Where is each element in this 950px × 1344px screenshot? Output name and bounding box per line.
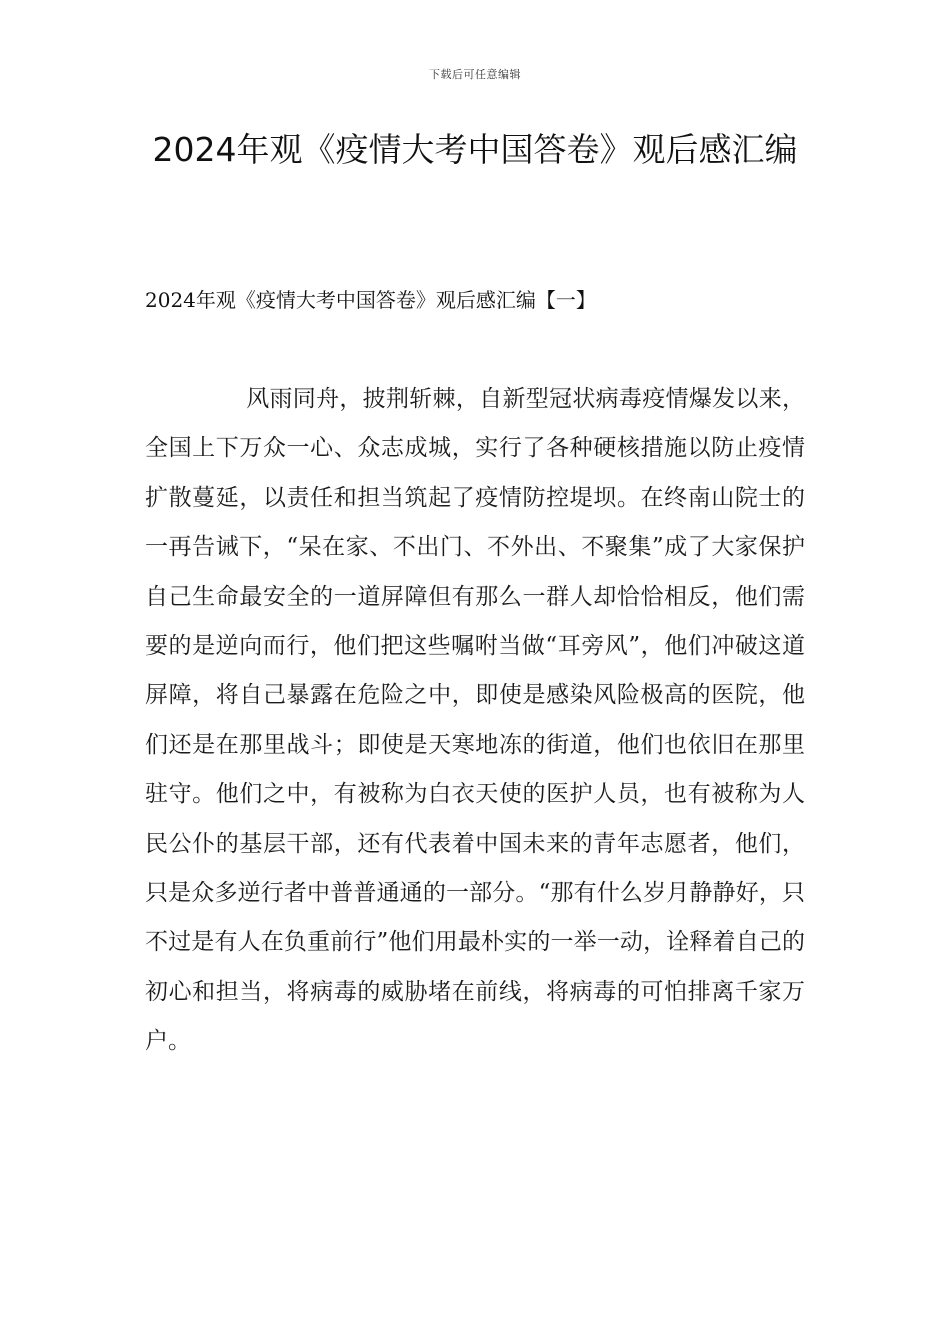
section-heading: 2024年观《疫情大考中国答卷》观后感汇编【一】 (145, 288, 596, 312)
body-paragraph: 风雨同舟，披荆斩棘，自新型冠状病毒疫情爆发以来，全国上下万众一心、众志成城，实行了各种硬核措施以防止疫情扩散蔓延，以责任和担当筑起了疫情防控堤坝。在终南山院士的一再告诫下，“呆在家、不出门、不外出、不聚集”成了大家保护自己生命最安全的一道屏障但有那么一群人却恰恰相反，他们需要的是逆向而行，他们把这些嘱咐当做“耳旁风”，他们冲破这道屏障，将自己暴露在危险之中，即使是感染风险极高的医院，他们还是在那里战斗；即使是天寒地冻的街道，他们也依旧在那里驻守。他们之中，有被称为白衣天使的医护人员，也有被称为人民公仆的基层干部，还有代表着中国未来的青年志愿者，他们，只是众多逆行者中普普通通的一部分。“那有什么岁月静静好，只不过是有人在负重前行”他们用最朴实的一举一动，诠释着自己的初心和担当，将病毒的威胁堵在前线，将病毒的可怕排离千家万户。 (145, 386, 805, 1055)
document-title: 2024年观《疫情大考中国答卷》观后感汇编 (152, 130, 798, 169)
header-note: 下载后可任意编辑 (429, 68, 521, 81)
